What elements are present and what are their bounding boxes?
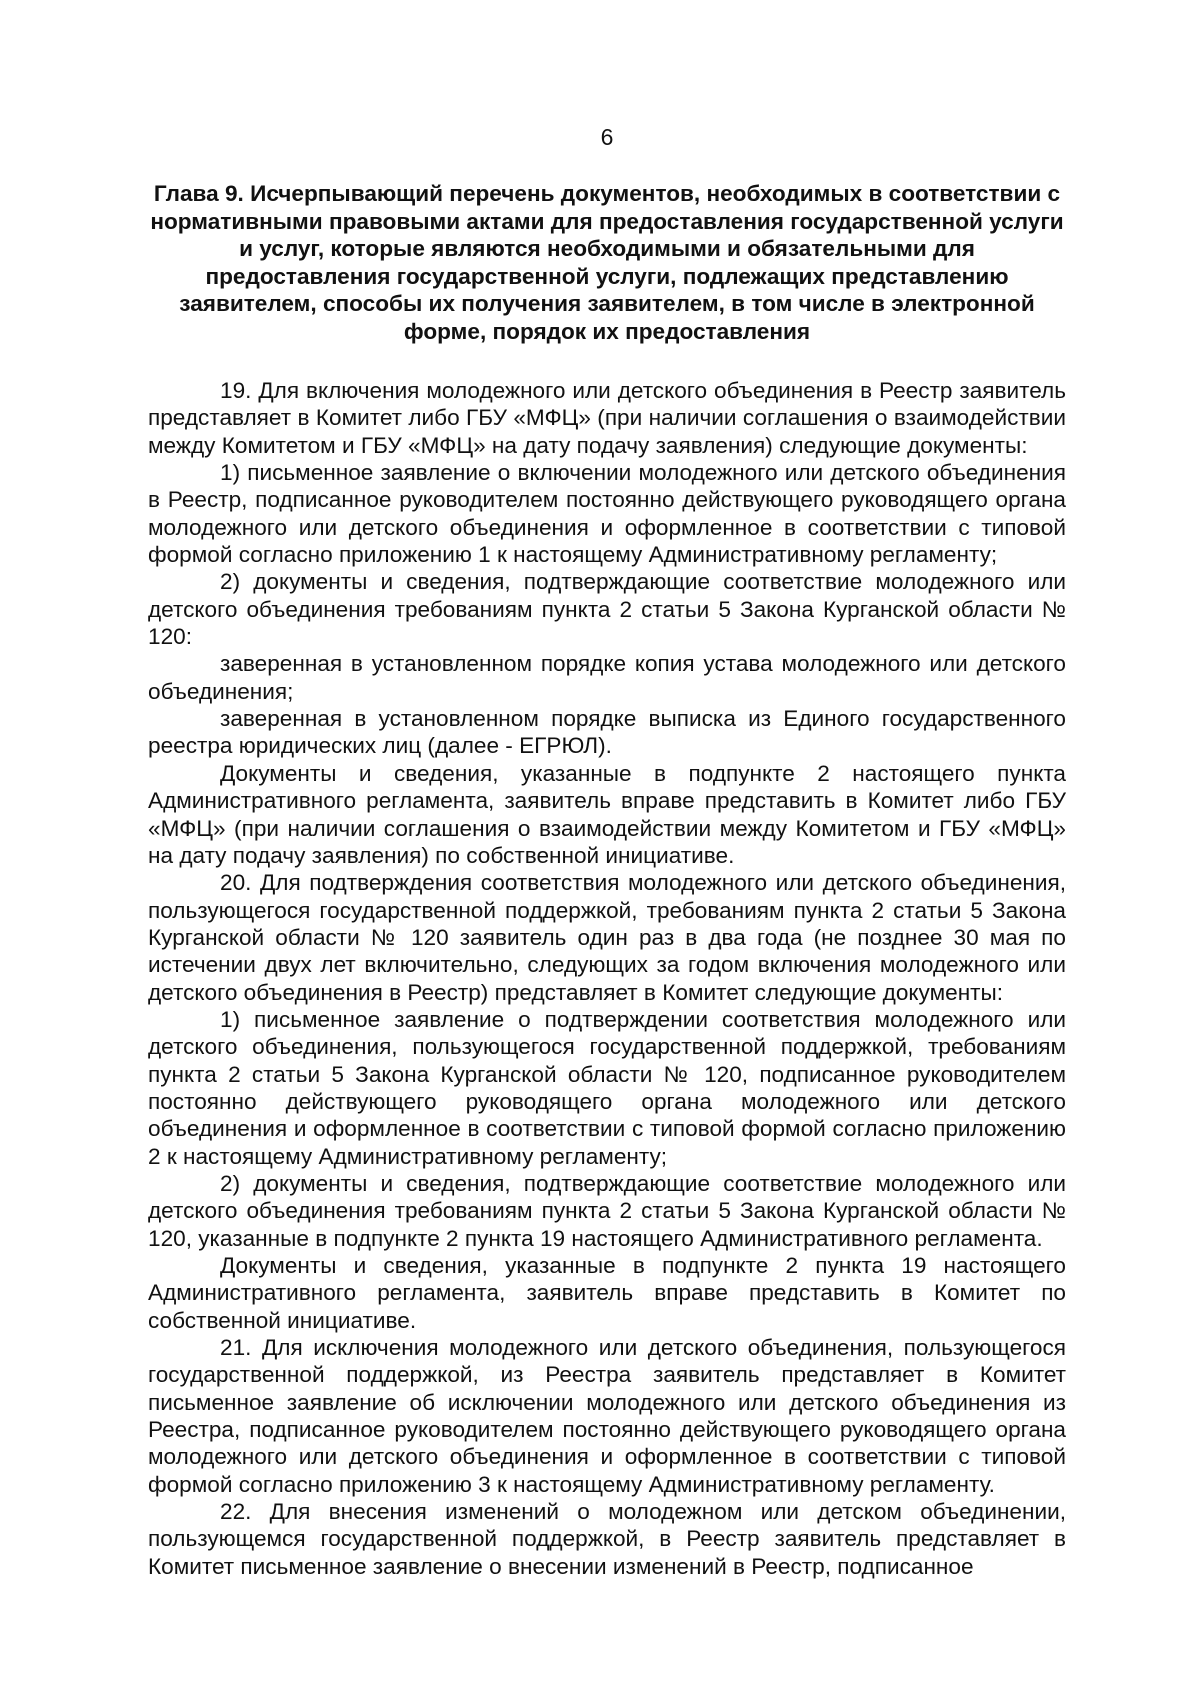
paragraph-21: 21. Для исключения молодежного или детского объединения, пользующегося государственной поддержкой, из Реестра заявитель представляет в Комитет письменное заявление об исключении молодежного или детского объединения из Реестра, подписанное руководителем постоянно действующего руководящего органа молодежного или детского объединения и оформленное в соответствии с типовой формой согласно приложению 3 к настоящему Административному регламенту. — [148, 1335, 1066, 1497]
paragraph-19: 19. Для включения молодежного или детского объединения в Реестр заявитель представляет в Комитет либо ГБУ «МФЦ» (при наличии соглашения о взаимодействии между Комитетом и ГБУ «МФЦ» на дату подачу заявления) следующие документы: — [148, 378, 1066, 458]
page-number: 6 — [600, 124, 614, 150]
paragraph-22: 22. Для внесения изменений о молодежном или детском объединении, пользующемся государственной поддержкой, в Реестр заявитель представляет в Комитет письменное заявление о внесении изменений в Реестр, подписанное — [148, 1499, 1066, 1579]
chapter-title: Глава 9. Исчерпывающий перечень документов, необходимых в соответствии с нормативными правовыми актами для предоставления государственной услуги и услуг, которые являются необходимыми и обязательными для предоставления государственной услуги, подлежащих представлению заявителем, способы их получения заявителем, в том числе в электронной форме, порядок их предоставления — [150, 181, 1064, 344]
paragraph-20-item-1: 1) письменное заявление о подтверждении соответствия молодежного или детского объединения, пользующегося государственной поддержкой, требованиям пункта 2 статьи 5 Закона Курганской области № 120, подписанное руководителем постоянно действующего руководящего органа молодежного или детского объединения и оформленное в соответствии с типовой формой согласно приложению 2 к настоящему Административному регламенту; — [148, 1006, 1066, 1169]
paragraph-19-note: Документы и сведения, указанные в подпункте 2 настоящего пункта Административного регламента, заявитель вправе представить в Комитет либо ГБУ «МФЦ» (при наличии соглашения о взаимодействии между Комитетом и ГБУ «МФЦ» на дату подачу заявления) по собственной инициативе. — [148, 760, 1066, 868]
paragraph-20: 20. Для подтверждения соответствия молодежного или детского объединения, пользующегося государственной поддержкой, требованиям пункта 2 статьи 5 Закона Курганской области № 120 заявитель один раз в два года (не позднее 30 мая по истечении двух лет включительно, следующих за годом включения молодежного или детского объединения в Реестр) представляет в Комитет следующие документы: — [148, 870, 1066, 1005]
document-page — [148, 0, 1066, 1687]
paragraph-19-item-2: 2) документы и сведения, подтверждающие соответствие молодежного или детского объединения требованиям пункта 2 статьи 5 Закона Курганской области № 120: — [148, 569, 1066, 650]
document-body — [148, 377, 1066, 1580]
paragraph-20-item-2: 2) документы и сведения, подтверждающие соответствие молодежного или детского объединения требованиям пункта 2 статьи 5 Закона Курганской области № 120, указанные в подпункте 2 пункта 19 настоящего Административного регламента. — [148, 1170, 1066, 1251]
paragraph-20-note: Документы и сведения, указанные в подпункте 2 пункта 19 настоящего Административного регламента, заявитель вправе представить в Комитет по собственной инициативе. — [148, 1253, 1066, 1333]
paragraph-19-item-2-charter-copy: заверенная в установленном порядке копия устава молодежного или детского объединения; — [148, 651, 1066, 704]
paragraph-19-item-1: 1) письменное заявление о включении молодежного или детского объединения в Реестр, подписанное руководителем постоянно действующего руководящего органа молодежного или детского объединения и оформленное в соответствии с типовой формой согласно приложению 1 к настоящему Административному регламенту; — [148, 460, 1066, 568]
paragraph-19-item-2-egrul-extract: заверенная в установленном порядке выписка из Единого государственного реестра юридических лиц (далее - ЕГРЮЛ). — [148, 706, 1066, 759]
